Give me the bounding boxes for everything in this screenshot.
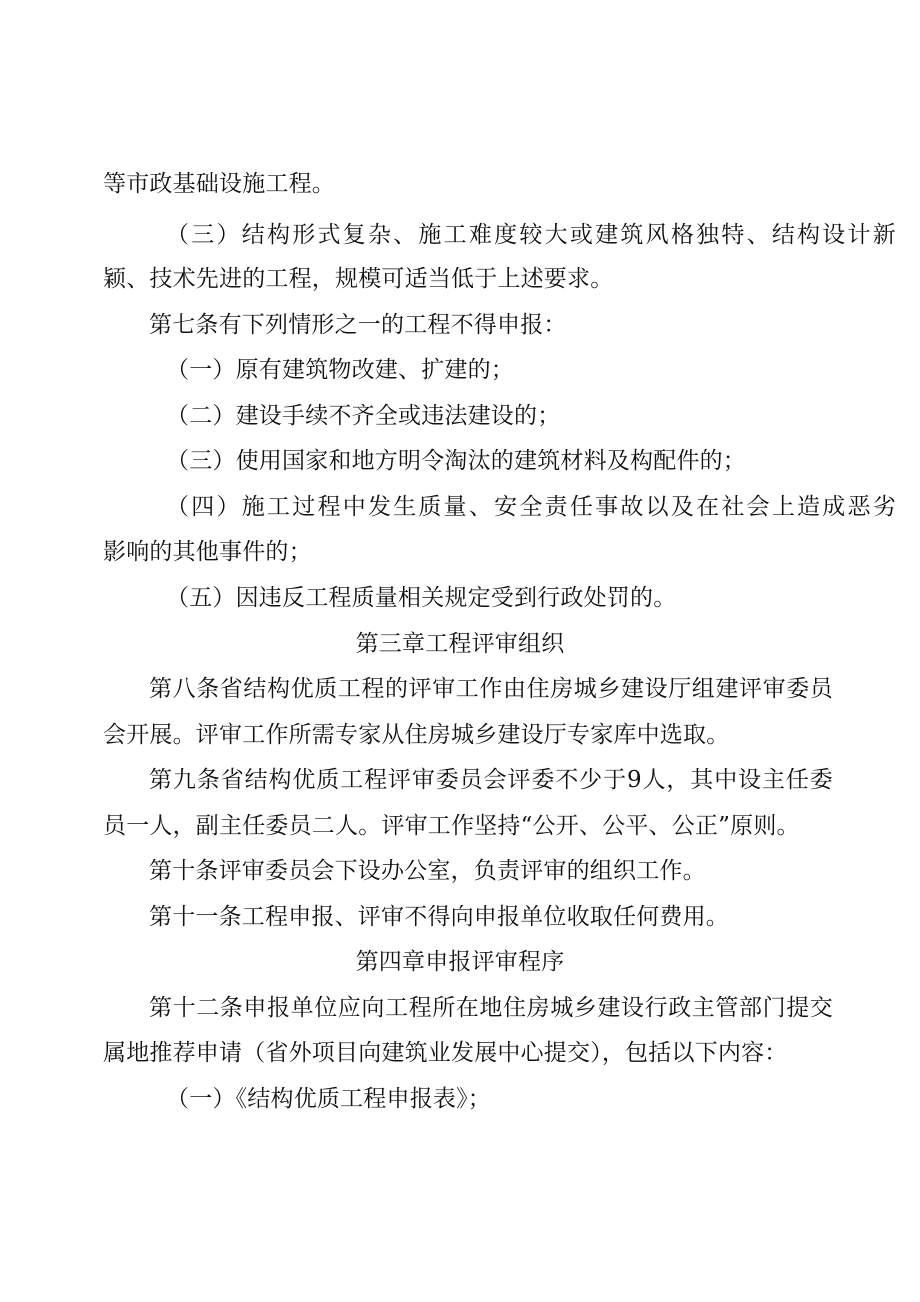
text-line-article-eight: 第八条省结构优质工程的评审工作由住房城乡建设厅组建评审委员 (149, 676, 833, 702)
text-line-article-eleven: 第十一条工程申报、评审不得向申报单位收取任何费用。 (149, 904, 729, 930)
text-line-continuation: 等市政基础设施工程。 (103, 171, 335, 197)
text-line-article-ten: 第十条评审委员会下设办公室，负责评审的组织工作。 (149, 858, 706, 884)
text-line-seven-item-four-cont: 影响的其他事件的； (103, 539, 312, 565)
text-line-twelve-item-one: （一）《结构优质工程申报表》； (166, 1086, 491, 1112)
text-line-article-eight-cont: 会开展。评审工作所需专家从住房城乡建设厅专家库中选取。 (103, 722, 730, 748)
chapter-heading-four: 第四章申报评审程序 (355, 949, 565, 975)
text-line-article-twelve: 第十二条申报单位应向工程所在地住房城乡建设行政主管部门提交 (149, 995, 833, 1021)
text-line-article-twelve-cont: 属地推荐申请（省外项目向建筑业发展中心提交），包括以下内容： (103, 1040, 788, 1066)
text-line-article-nine: 第九条省结构优质工程评审委员会评委不少于9人，其中设主任委 (149, 767, 833, 793)
chapter-heading-three: 第三章工程评审组织 (355, 631, 565, 657)
text-line-seven-item-four: （四）施工过程中发生质量、安全责任事故以及在社会上造成恶劣 (166, 494, 896, 520)
text-line-seven-item-three: （三）使用国家和地方明令淘汰的建筑材料及构配件的； (166, 448, 746, 474)
text-line-seven-item-one: （一）原有建筑物改建、扩建的； (166, 357, 514, 383)
text-line-article-nine-cont: 员一人，副主任委员二人。评审工作坚持“公开、公平、公正”原则。 (103, 813, 800, 839)
text-line-seven-item-two: （二）建设手续不齐全或违法建设的； (166, 403, 561, 429)
text-line-item-three: （三）结构形式复杂、施工难度较大或建筑风格独特、结构设计新 (166, 222, 896, 248)
text-line-article-seven: 第七条有下列情形之一的工程不得申报： (149, 312, 567, 338)
text-line-item-three-cont: 颖、技术先进的工程，规模可适当低于上述要求。 (103, 266, 614, 292)
text-line-seven-item-five: （五）因违反工程质量相关规定受到行政处罚的。 (166, 585, 677, 611)
